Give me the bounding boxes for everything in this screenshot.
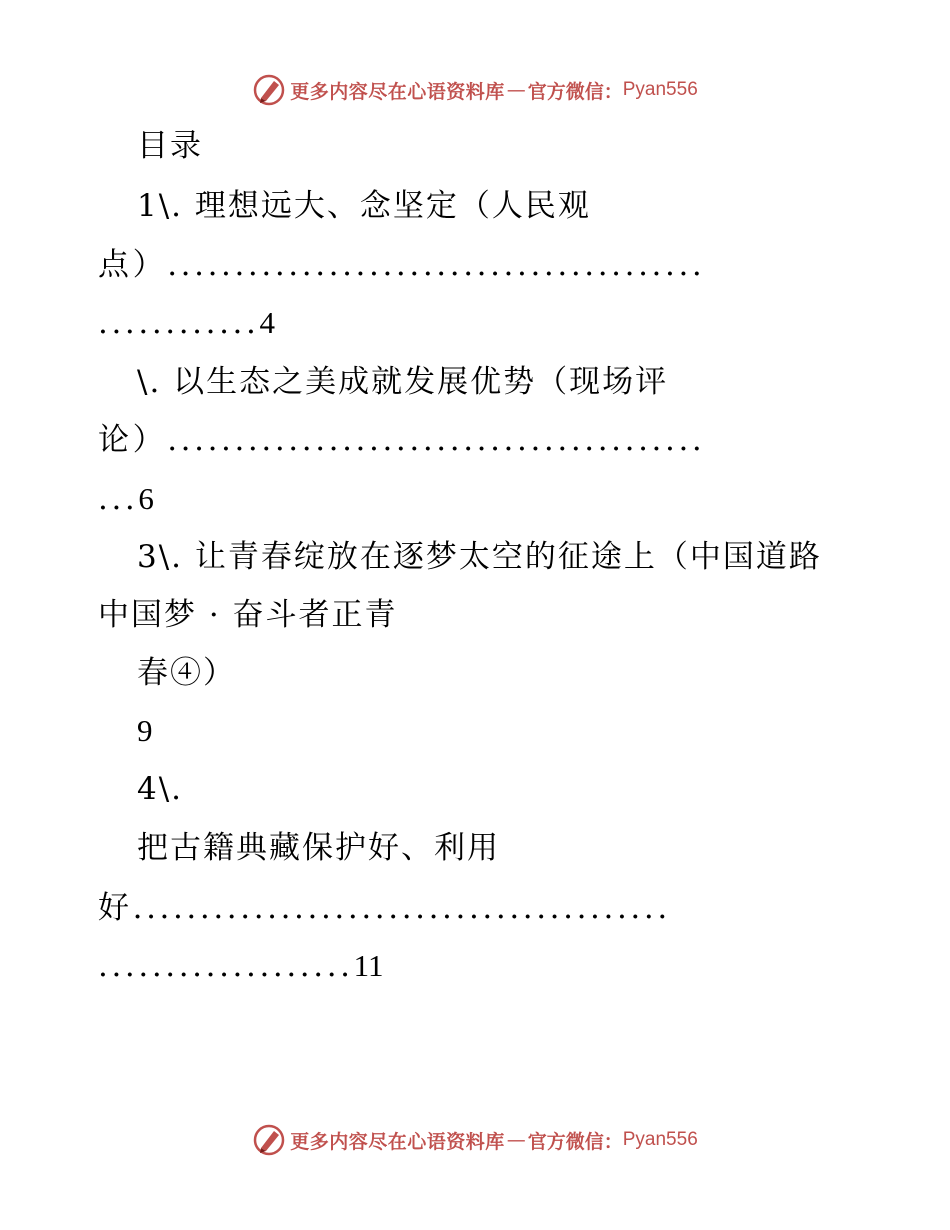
- toc-entry-4-line-2: 把古籍典藏保护好、利用: [137, 830, 500, 866]
- wechat-id: Pyan556: [622, 79, 698, 100]
- pen-logo-icon: [252, 1123, 286, 1157]
- toc-heading: 目录: [137, 128, 203, 164]
- brand-text: 更多内容尽在心语资料库: [290, 80, 505, 103]
- toc-entry-2-line-2: 论）........................................: [98, 422, 706, 458]
- dot-leader: ...................: [98, 948, 354, 984]
- wechat-id: Pyan556: [622, 1129, 698, 1150]
- dot-leader: ........................................: [167, 247, 706, 283]
- header-banner: [0, 70, 950, 110]
- pen-logo-icon: [252, 73, 286, 107]
- wechat-label: 官方微信：: [527, 1130, 623, 1153]
- toc-entry-3-line-3: 春④）: [137, 655, 236, 691]
- dot-leader: ........................................: [167, 422, 706, 458]
- toc-entry-3-page-number: 9: [137, 713, 153, 748]
- toc-entry-1-line-2: 点）........................................: [98, 247, 706, 283]
- toc-entry-4-leader: [98, 946, 384, 986]
- toc-entry-1-leader: [98, 303, 275, 343]
- toc-entry-1-line-1: 1\. 理想远大、念坚定（人民观: [137, 188, 591, 224]
- dot-leader: ...: [98, 481, 139, 517]
- toc-entry-4-line-1: 4\.: [137, 771, 184, 807]
- toc-entry-3-line-2: 中国梦 · 奋斗者正青: [98, 597, 398, 633]
- toc-entry-2-line-1: \. 以生态之美成就发展优势（现场评: [137, 364, 669, 400]
- toc-entry-4-line-3: 好........................................: [98, 890, 671, 926]
- page-number: 4: [259, 305, 275, 340]
- page-number: 11: [353, 948, 384, 983]
- toc-entry-3-line-1: 3\. 让青春绽放在逐梦太空的征途上（中国道路: [137, 539, 822, 575]
- dot-leader: ............: [98, 305, 260, 341]
- brand-text: 更多内容尽在心语资料库: [290, 1130, 505, 1153]
- footer-banner: [0, 1120, 950, 1160]
- banner-separator: —: [506, 1129, 526, 1151]
- dot-leader: ........................................: [132, 890, 671, 926]
- page-number: 6: [138, 481, 154, 516]
- banner-separator: —: [506, 79, 526, 101]
- toc-entry-2-leader: [98, 479, 154, 519]
- wechat-label: 官方微信：: [527, 80, 623, 103]
